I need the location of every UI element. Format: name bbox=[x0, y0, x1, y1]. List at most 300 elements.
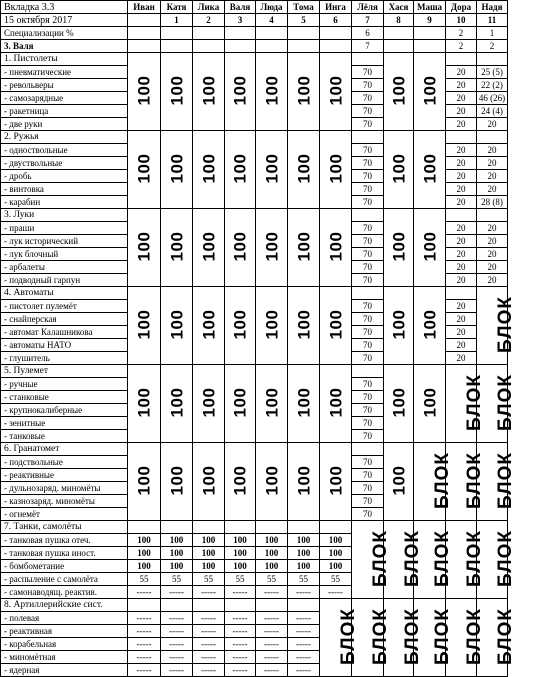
score-cell bbox=[320, 131, 352, 209]
score-value: 100 bbox=[262, 465, 281, 495]
score-value: 100 bbox=[230, 309, 250, 339]
score-cell bbox=[193, 209, 225, 287]
value-cell: 22 (2) bbox=[477, 79, 508, 92]
section-title: 8. Артиллерийские сист. bbox=[1, 599, 128, 612]
score-value: 100 bbox=[230, 465, 250, 495]
value-cell: 20 bbox=[446, 339, 477, 352]
player-number bbox=[128, 14, 161, 27]
value-cell: 20 bbox=[477, 183, 508, 196]
section-title-row bbox=[1, 599, 508, 612]
value-cell: ----- bbox=[161, 625, 193, 638]
block-marker: БЛОК bbox=[463, 607, 485, 665]
value-cell: 20 bbox=[446, 118, 477, 131]
value-cell: 20 bbox=[446, 196, 477, 209]
empty-cell bbox=[446, 287, 477, 300]
section-title: 6. Гранатомет bbox=[1, 443, 128, 456]
value-cell: ----- bbox=[193, 586, 225, 599]
value-cell: 55 bbox=[225, 573, 256, 586]
empty-cell bbox=[320, 521, 352, 534]
player-number: 7 bbox=[352, 14, 384, 27]
valya-row bbox=[1, 40, 508, 53]
score-cell bbox=[256, 209, 288, 287]
player-number: 6 bbox=[320, 14, 352, 27]
score-cell bbox=[384, 209, 414, 287]
value-cell: 100 bbox=[161, 547, 193, 560]
value-cell: 100 bbox=[128, 547, 161, 560]
block-marker: БЛОК bbox=[494, 529, 516, 587]
player-name: Хася bbox=[384, 1, 414, 14]
value-cell: 20 bbox=[446, 170, 477, 183]
player-name: Дора bbox=[446, 1, 477, 14]
section-item-label: - зенитные bbox=[1, 417, 128, 430]
score-value: 100 bbox=[167, 465, 186, 495]
section-item-label: - праши bbox=[1, 222, 128, 235]
score-cell bbox=[384, 365, 414, 443]
score-value: 100 bbox=[199, 231, 218, 261]
value-cell: ----- bbox=[256, 638, 288, 651]
section-item-label: - самозарядные bbox=[1, 92, 128, 105]
score-value: 100 bbox=[420, 231, 439, 261]
value-cell: 70 bbox=[352, 170, 384, 183]
score-value: 100 bbox=[326, 309, 345, 339]
section-title-row bbox=[1, 365, 508, 378]
value-cell: ----- bbox=[256, 651, 288, 664]
value-cell: 20 bbox=[446, 326, 477, 339]
score-cell bbox=[288, 131, 320, 209]
value-cell: 70 bbox=[352, 144, 384, 157]
block-marker: БЛОК bbox=[401, 529, 423, 587]
valya-cell bbox=[161, 40, 193, 53]
score-cell bbox=[161, 365, 193, 443]
value-cell: ----- bbox=[161, 612, 193, 625]
score-cell bbox=[225, 209, 256, 287]
block-marker: БЛОК bbox=[463, 373, 485, 431]
score-value: 100 bbox=[326, 465, 345, 495]
value-cell: 100 bbox=[288, 547, 320, 560]
value-cell: 100 bbox=[193, 560, 225, 573]
player-number: 5 bbox=[288, 14, 320, 27]
value-cell: 70 bbox=[352, 222, 384, 235]
section-title-row bbox=[1, 209, 508, 222]
block-marker: БЛОК bbox=[494, 451, 516, 509]
value-cell: 100 bbox=[256, 534, 288, 547]
score-cell bbox=[193, 287, 225, 365]
value-cell: 100 bbox=[288, 534, 320, 547]
value-cell: 70 bbox=[352, 157, 384, 170]
value-cell: ----- bbox=[288, 625, 320, 638]
section-item-label: - револьверы bbox=[1, 79, 128, 92]
value-cell: 70 bbox=[352, 248, 384, 261]
value-cell: ----- bbox=[161, 651, 193, 664]
value-cell: 70 bbox=[352, 118, 384, 131]
specialization-cell: 6 bbox=[352, 27, 384, 40]
block-marker: БЛОК bbox=[431, 607, 453, 665]
header-row-numbers bbox=[1, 14, 508, 27]
value-cell: 100 bbox=[225, 534, 256, 547]
value-cell: 70 bbox=[352, 235, 384, 248]
value-cell: 70 bbox=[352, 92, 384, 105]
value-cell: 70 bbox=[352, 469, 384, 482]
score-cell bbox=[161, 209, 193, 287]
score-value: 100 bbox=[294, 465, 313, 495]
value-cell: ----- bbox=[193, 638, 225, 651]
score-cell bbox=[320, 287, 352, 365]
score-value: 100 bbox=[167, 387, 186, 417]
score-cell bbox=[414, 287, 446, 365]
score-value: 100 bbox=[199, 309, 218, 339]
score-cell bbox=[128, 131, 161, 209]
value-cell: 70 bbox=[352, 417, 384, 430]
empty-cell bbox=[128, 599, 161, 612]
value-cell: ----- bbox=[128, 651, 161, 664]
value-cell: ----- bbox=[128, 625, 161, 638]
value-cell: 100 bbox=[193, 534, 225, 547]
value-cell: ----- bbox=[256, 625, 288, 638]
score-cell bbox=[320, 53, 352, 131]
score-cell bbox=[193, 443, 225, 521]
value-cell: ----- bbox=[161, 638, 193, 651]
score-cell bbox=[288, 53, 320, 131]
score-cell bbox=[128, 209, 161, 287]
value-cell: 20 bbox=[477, 222, 508, 235]
value-cell: 70 bbox=[352, 183, 384, 196]
player-name: Маша bbox=[414, 1, 446, 14]
specialization-cell bbox=[225, 27, 256, 40]
valya-cell bbox=[414, 40, 446, 53]
player-number: 2 bbox=[193, 14, 225, 27]
value-cell: 20 bbox=[446, 222, 477, 235]
section-title-row bbox=[1, 131, 508, 144]
score-value: 100 bbox=[262, 153, 281, 183]
value-cell: 100 bbox=[288, 560, 320, 573]
value-cell: 20 bbox=[477, 248, 508, 261]
value-cell: 20 bbox=[446, 274, 477, 287]
empty-cell bbox=[477, 209, 508, 222]
section-item-label: - распыление с самолёта bbox=[1, 573, 128, 586]
player-name: Иван bbox=[128, 1, 161, 14]
value-cell: 100 bbox=[128, 560, 161, 573]
block-marker: БЛОК bbox=[369, 529, 391, 587]
value-cell: 70 bbox=[352, 339, 384, 352]
value-cell: 20 bbox=[446, 157, 477, 170]
score-cell bbox=[320, 365, 352, 443]
value-cell: ----- bbox=[288, 651, 320, 664]
empty-cell bbox=[352, 365, 384, 378]
value-cell: ----- bbox=[128, 664, 161, 677]
block-marker: БЛОК bbox=[337, 607, 359, 665]
empty-cell bbox=[256, 521, 288, 534]
empty-cell bbox=[352, 209, 384, 222]
section-item-label: - танковая пушка отеч. bbox=[1, 534, 128, 547]
value-cell: 70 bbox=[352, 313, 384, 326]
empty-cell bbox=[352, 53, 384, 66]
value-cell: ----- bbox=[288, 638, 320, 651]
value-cell: 70 bbox=[352, 66, 384, 79]
value-cell: 20 bbox=[446, 79, 477, 92]
section-item-label: - станковые bbox=[1, 391, 128, 404]
block-marker: БЛОК bbox=[463, 529, 485, 587]
value-cell: 70 bbox=[352, 430, 384, 443]
score-value: 100 bbox=[326, 231, 345, 261]
score-cell bbox=[256, 131, 288, 209]
valya-cell bbox=[288, 40, 320, 53]
section-item-label: - автоматы НАТО bbox=[1, 339, 128, 352]
player-number: 10 bbox=[446, 14, 477, 27]
score-value: 100 bbox=[420, 387, 439, 417]
empty-cell bbox=[225, 599, 256, 612]
value-cell: 28 (8) bbox=[477, 196, 508, 209]
value-cell: 100 bbox=[256, 547, 288, 560]
score-cell bbox=[288, 365, 320, 443]
section-item-label: - дробь bbox=[1, 170, 128, 183]
section-item-label: - самонаводящ. реактив. bbox=[1, 586, 128, 599]
section-item-label: - реактивная bbox=[1, 625, 128, 638]
section-item-label: - две руки bbox=[1, 118, 128, 131]
value-cell: 20 bbox=[477, 118, 508, 131]
value-cell: 20 bbox=[446, 300, 477, 313]
section-item-label: - пневматические bbox=[1, 66, 128, 79]
section-item-label: - одноствольные bbox=[1, 144, 128, 157]
value-cell: ----- bbox=[128, 638, 161, 651]
score-cell bbox=[128, 443, 161, 521]
score-value: 100 bbox=[420, 75, 439, 105]
block-marker: БЛОК bbox=[494, 295, 516, 353]
value-cell: 70 bbox=[352, 196, 384, 209]
score-value: 100 bbox=[134, 465, 154, 495]
score-value: 100 bbox=[389, 231, 409, 261]
value-cell: ----- bbox=[225, 651, 256, 664]
section-item-label: - дульнозаряд. миномёты bbox=[1, 482, 128, 495]
block-marker: БЛОК bbox=[401, 607, 423, 665]
section-item-label: - снайперская bbox=[1, 313, 128, 326]
score-value: 100 bbox=[134, 387, 154, 417]
score-value: 100 bbox=[262, 387, 281, 417]
empty-cell bbox=[446, 53, 477, 66]
value-cell: 24 (4) bbox=[477, 105, 508, 118]
tab-title: Вкладка 3.3 bbox=[1, 1, 128, 14]
section-title-row bbox=[1, 521, 508, 534]
value-cell: ----- bbox=[288, 586, 320, 599]
empty-cell bbox=[288, 521, 320, 534]
score-cell bbox=[161, 53, 193, 131]
score-value: 100 bbox=[230, 231, 250, 261]
empty-cell bbox=[193, 599, 225, 612]
score-cell bbox=[225, 443, 256, 521]
section-title-row bbox=[1, 53, 508, 66]
player-number: 11 bbox=[477, 14, 508, 27]
score-cell bbox=[225, 365, 256, 443]
score-value: 100 bbox=[199, 153, 218, 183]
value-cell: 100 bbox=[225, 547, 256, 560]
section-item-label: - подствольные bbox=[1, 456, 128, 469]
empty-cell bbox=[161, 521, 193, 534]
specialization-cell bbox=[288, 27, 320, 40]
value-cell: 20 bbox=[477, 157, 508, 170]
score-value: 100 bbox=[389, 465, 409, 495]
section-title: 4. Автоматы bbox=[1, 287, 128, 300]
valya-cell: 2 bbox=[477, 40, 508, 53]
player-name: Валя bbox=[225, 1, 256, 14]
valya-cell: 2 bbox=[446, 40, 477, 53]
empty-cell bbox=[446, 131, 477, 144]
section-item-label: - полевая bbox=[1, 612, 128, 625]
value-cell: 20 bbox=[446, 144, 477, 157]
section-item-label: - ядерная bbox=[1, 664, 128, 677]
score-value: 100 bbox=[389, 153, 409, 183]
valya-label: 3. Валя bbox=[1, 40, 128, 53]
score-cell bbox=[193, 131, 225, 209]
value-cell: 70 bbox=[352, 495, 384, 508]
score-cell bbox=[161, 443, 193, 521]
value-cell: 70 bbox=[352, 261, 384, 274]
score-value: 100 bbox=[294, 387, 313, 417]
value-cell: ----- bbox=[161, 664, 193, 677]
value-cell: ----- bbox=[225, 664, 256, 677]
score-cell bbox=[414, 53, 446, 131]
section-item-label: - лук блочный bbox=[1, 248, 128, 261]
score-cell bbox=[414, 131, 446, 209]
section-item-label: - корабельная bbox=[1, 638, 128, 651]
value-cell: 70 bbox=[352, 508, 384, 521]
value-cell: ----- bbox=[128, 586, 161, 599]
empty-cell bbox=[128, 521, 161, 534]
value-cell: 55 bbox=[320, 573, 352, 586]
specialization-cell bbox=[161, 27, 193, 40]
score-value: 100 bbox=[230, 387, 250, 417]
section-title: 1. Пистолеты bbox=[1, 53, 128, 66]
block-marker: БЛОК bbox=[494, 607, 516, 665]
player-name: Тома bbox=[288, 1, 320, 14]
score-value: 100 bbox=[134, 75, 154, 105]
section-item-label: - лук исторический bbox=[1, 235, 128, 248]
score-cell bbox=[288, 209, 320, 287]
block-cell bbox=[414, 443, 453, 521]
score-value: 100 bbox=[199, 75, 218, 105]
value-cell: ----- bbox=[193, 612, 225, 625]
value-cell: 70 bbox=[352, 391, 384, 404]
score-cell bbox=[384, 287, 414, 365]
value-cell: 100 bbox=[320, 534, 352, 547]
player-number: 4 bbox=[256, 14, 288, 27]
score-value: 100 bbox=[262, 309, 281, 339]
section-item-label: - арбалеты bbox=[1, 261, 128, 274]
score-value: 100 bbox=[199, 465, 218, 495]
score-value: 100 bbox=[294, 231, 313, 261]
value-cell: ----- bbox=[256, 612, 288, 625]
block-cell bbox=[352, 521, 391, 599]
score-value: 100 bbox=[167, 309, 186, 339]
score-cell bbox=[320, 443, 352, 521]
value-cell: 25 (5) bbox=[477, 66, 508, 79]
value-cell: 70 bbox=[352, 300, 384, 313]
player-number: 9 bbox=[414, 14, 446, 27]
score-value: 100 bbox=[230, 153, 250, 183]
section-item-label: - танковые bbox=[1, 430, 128, 443]
value-cell: 20 bbox=[446, 105, 477, 118]
specialization-cell bbox=[193, 27, 225, 40]
empty-cell bbox=[352, 131, 384, 144]
section-item-label: - винтовка bbox=[1, 183, 128, 196]
score-cell bbox=[384, 53, 414, 131]
block-marker: БЛОК bbox=[431, 529, 453, 587]
score-cell bbox=[256, 53, 288, 131]
value-cell: ----- bbox=[193, 625, 225, 638]
value-cell: 70 bbox=[352, 352, 384, 365]
section-item-label: - пистолет пулемёт bbox=[1, 300, 128, 313]
value-cell: 100 bbox=[320, 547, 352, 560]
score-value: 100 bbox=[167, 153, 186, 183]
value-cell: ----- bbox=[288, 612, 320, 625]
section-item-label: - двуствольные bbox=[1, 157, 128, 170]
empty-cell bbox=[225, 521, 256, 534]
section-title: 5. Пулемет bbox=[1, 365, 128, 378]
value-cell: ----- bbox=[256, 664, 288, 677]
value-cell: 55 bbox=[128, 573, 161, 586]
value-cell: 20 bbox=[446, 92, 477, 105]
value-cell: ----- bbox=[288, 664, 320, 677]
header-row-names bbox=[1, 1, 508, 14]
score-value: 100 bbox=[420, 153, 439, 183]
section-item-label: - крупнокалиберные bbox=[1, 404, 128, 417]
score-value: 100 bbox=[389, 309, 409, 339]
specialization-cell: 1 bbox=[477, 27, 508, 40]
section-title: 2. Ружья bbox=[1, 131, 128, 144]
value-cell: 55 bbox=[256, 573, 288, 586]
value-cell: 20 bbox=[446, 352, 477, 365]
score-cell bbox=[414, 209, 446, 287]
value-cell: 20 bbox=[477, 144, 508, 157]
score-cell bbox=[288, 287, 320, 365]
value-cell: 100 bbox=[320, 560, 352, 573]
section-title-row bbox=[1, 443, 508, 456]
specialization-cell bbox=[414, 27, 446, 40]
value-cell: ----- bbox=[256, 586, 288, 599]
score-value: 100 bbox=[389, 387, 409, 417]
score-cell bbox=[161, 131, 193, 209]
value-cell: 20 bbox=[477, 170, 508, 183]
value-cell: 55 bbox=[193, 573, 225, 586]
score-value: 100 bbox=[262, 75, 281, 105]
score-cell bbox=[128, 365, 161, 443]
value-cell: 55 bbox=[161, 573, 193, 586]
sheet-date: 15 октября 2017 bbox=[1, 14, 128, 27]
section-item-label: - казнозаряд. миномёты bbox=[1, 495, 128, 508]
valya-cell bbox=[320, 40, 352, 53]
section-item-label: - карабин bbox=[1, 196, 128, 209]
empty-cell bbox=[477, 53, 508, 66]
score-cell bbox=[256, 443, 288, 521]
score-cell bbox=[288, 443, 320, 521]
score-value: 100 bbox=[326, 75, 345, 105]
score-value: 100 bbox=[199, 387, 218, 417]
score-cell bbox=[414, 365, 446, 443]
specializations-row bbox=[1, 27, 508, 40]
player-name: Лика bbox=[193, 1, 225, 14]
value-cell: 20 bbox=[446, 183, 477, 196]
value-cell: 100 bbox=[161, 560, 193, 573]
value-cell: 20 bbox=[446, 248, 477, 261]
section-item-label: - ручные bbox=[1, 378, 128, 391]
empty-cell bbox=[446, 209, 477, 222]
value-cell: 100 bbox=[161, 534, 193, 547]
value-cell: ----- bbox=[320, 586, 352, 599]
score-value: 100 bbox=[230, 75, 250, 105]
block-marker: БЛОК bbox=[431, 451, 453, 509]
value-cell: 70 bbox=[352, 378, 384, 391]
player-number: 8 bbox=[384, 14, 414, 27]
empty-cell bbox=[477, 131, 508, 144]
value-cell: 70 bbox=[352, 404, 384, 417]
